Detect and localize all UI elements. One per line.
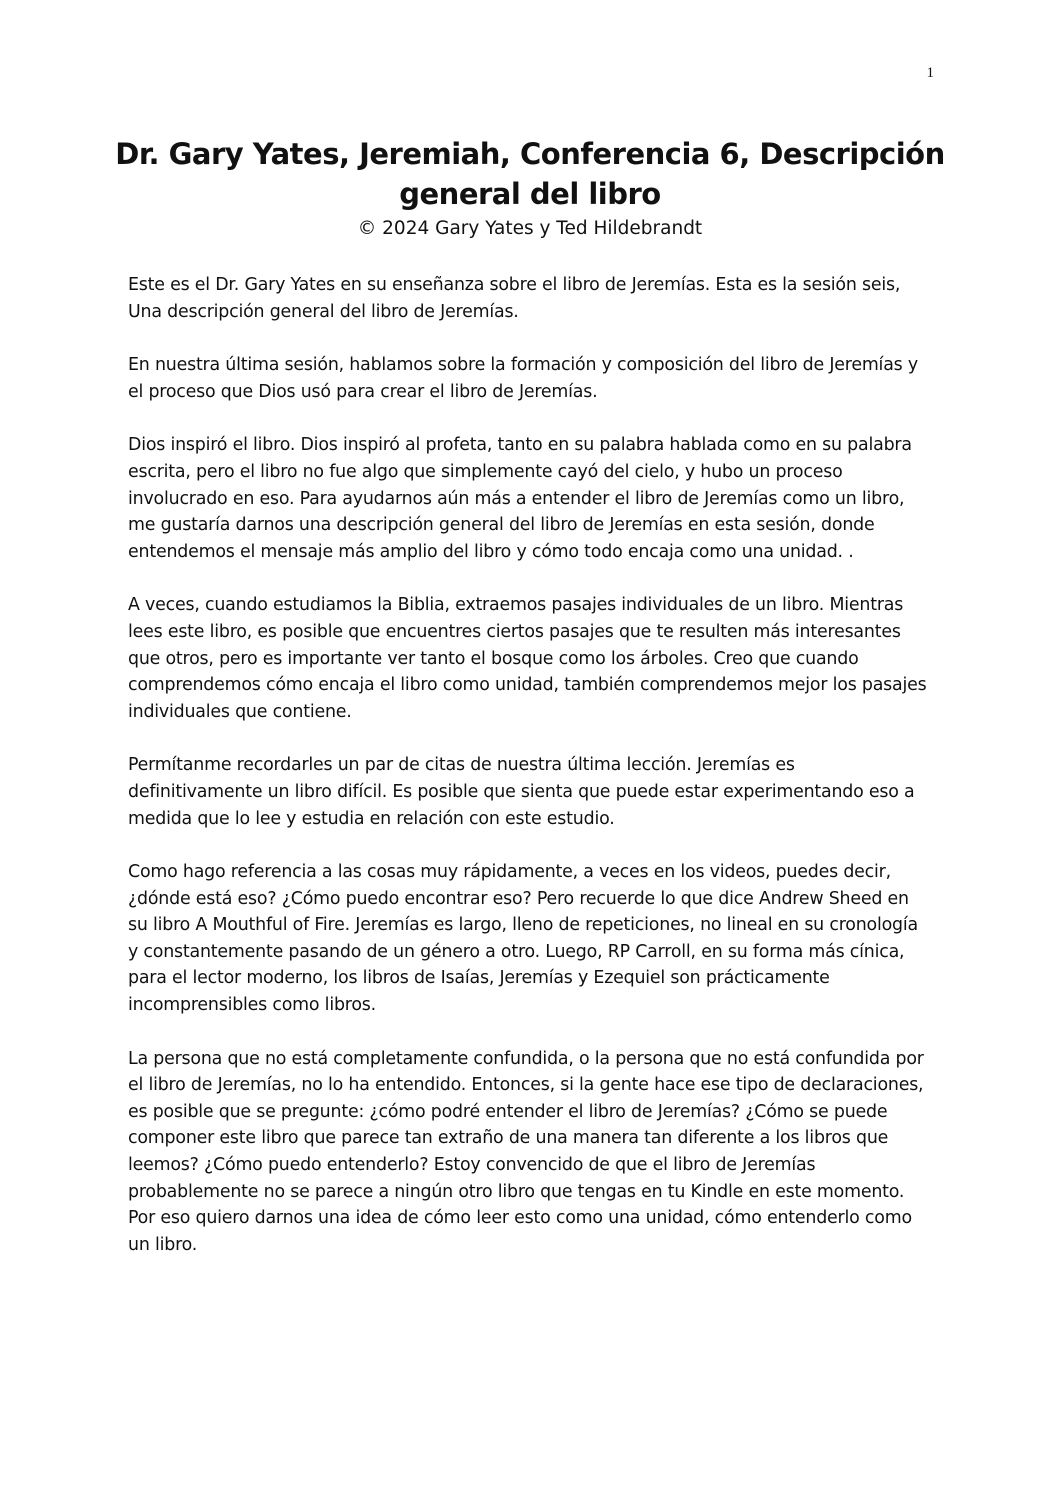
paragraph-6: Como hago referencia a las cosas muy rápidamente, a veces en los videos, puedes decir, ¿dónde está eso? ¿Cómo puedo encontrar eso? Pero recuerde lo que dice Andrew Sheed en su libro A Mouthful of Fire. Jeremías es largo, lleno de repeticiones, no lineal en su cronología y constantemente pasando de un género a otro. Luego, RP Carroll, en su forma más cínica, para el lector moderno, los libros de Isaías, Jeremías y Ezequiel son prácticamente incomprensibles como libros. <box>128 862 918 1016</box>
paragraph-3: Dios inspiró el libro. Dios inspiró al profeta, tanto en su palabra hablada como en su palabra escrita, pero el libro no fue algo que simplemente cayó del cielo, y hubo un proceso involucrado en eso. Para ayudarnos aún más a entender el libro de Jeremías como un libro, me gustaría darnos una descripción general del libro de Jeremías en esta sesión, donde entendemos el mensaje más amplio del libro y cómo todo encaja como una unidad. . <box>128 435 912 562</box>
paragraph-2: En nuestra última sesión, hablamos sobre la formación y composición del libro de Jeremías y el proceso que Dios usó para crear el libro de Jeremías. <box>128 355 918 402</box>
paragraph-5: Permítanme recordarles un par de citas de nuestra última lección. Jeremías es definitivamente un libro difícil. Es posible que sienta que puede estar experimentando eso a medida que lo lee y estudia en relación con este estudio. <box>128 755 915 829</box>
page-number: 1 <box>926 65 934 81</box>
paragraph-4: A veces, cuando estudiamos la Biblia, extraemos pasajes individuales de un libro. Mientras lees este libro, es posible que encuentres ciertos pasajes que te resulten más interesantes que otros, pero es importante ver tanto el bosque como los árboles. Creo que cuando comprendemos cómo encaja el libro como unidad, también comprendemos mejor los pasajes individuales que contiene. <box>128 595 927 722</box>
title-block <box>110 134 950 242</box>
document-title: Dr. Gary Yates, Jeremiah, Conferencia 6, Descripción general del libro <box>115 137 945 211</box>
copyright-line: © 2024 Gary Yates y Ted Hildebrandt <box>357 218 703 239</box>
paragraph-7: La persona que no está completamente confundida, o la persona que no está confundida por el libro de Jeremías, no lo ha entendido. Entonces, si la gente hace ese tipo de declaraciones, es posible que se pregunte: ¿cómo podré entender el libro de Jeremías? ¿Cómo se puede componer este libro que parece tan extraño de una manera tan diferente a los libros que leemos? ¿Cómo puedo entenderlo? Estoy convencido de que el libro de Jeremías probablemente no se parece a ningún otro libro que tengas en tu Kindle en este momento. Por eso quiero darnos una idea de cómo leer esto como una unidad, cómo entenderlo como un libro. <box>128 1048 924 1255</box>
document-body <box>128 272 928 1285</box>
paragraph-1: Este es el Dr. Gary Yates en su enseñanza sobre el libro de Jeremías. Esta es la sesión seis, Una descripción general del libro de Jeremías. <box>128 275 901 322</box>
